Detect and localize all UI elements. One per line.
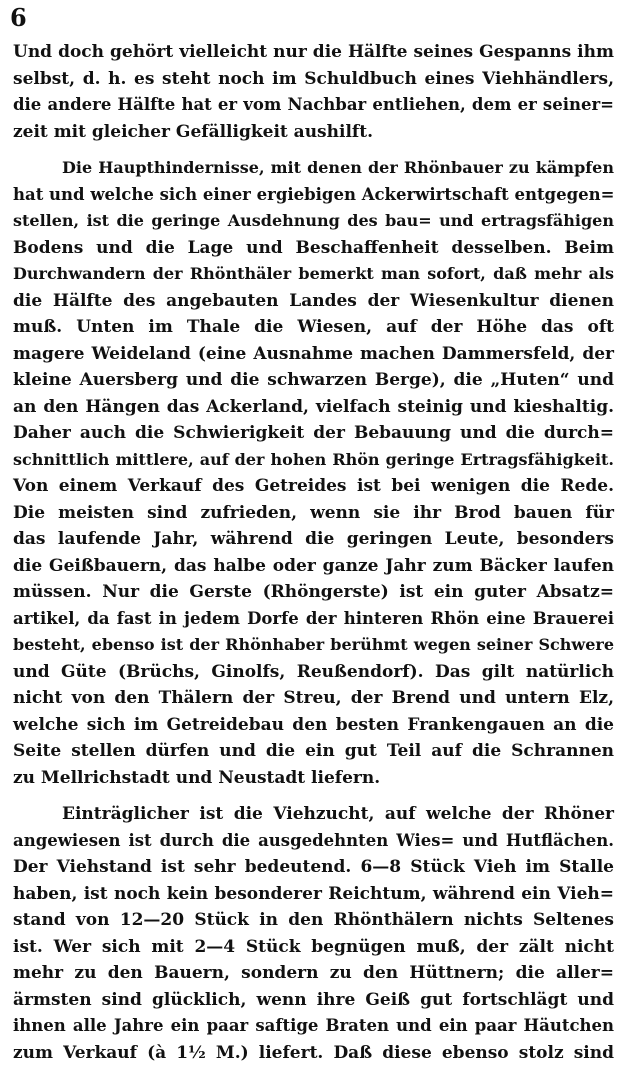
text-line: Von einem Verkauf des Getreides ist bei wenigen die Rede. <box>13 476 614 496</box>
text-line: magere Weideland (eine Ausnahme machen Dammersfeld, der <box>13 344 614 364</box>
text-line: müssen. Nur die Gerste (Rhöngerste) ist ein guter Absatz= <box>13 582 614 602</box>
text-line: muß. Unten im Thale die Wiesen, auf der Höhe das oft <box>13 317 614 337</box>
text-line: Und doch gehört vielleicht nur die Hälfte seines Gespanns ihm <box>13 42 614 62</box>
text-line: an den Hängen das Ackerland, vielfach steinig und kieshaltig. <box>13 397 614 417</box>
text-line: hat und welche sich einer ergiebigen Ackerwirtschaft entgegen= <box>13 185 615 204</box>
page-number: 6 <box>10 3 27 32</box>
text-line: zu Mellrichstadt und Neustadt liefern. <box>13 768 381 788</box>
text-line: schnittlich mittlere, auf der hohen Rhön geringe Ertragsfähigkeit. <box>13 450 614 469</box>
text-line: stand von 12—20 Stück in den Rhönthälern nichts Seltenes <box>13 910 614 930</box>
text-line: ist. Wer sich mit 2—4 Stück begnügen muß, der zält nicht <box>13 937 614 957</box>
text-line: das laufende Jahr, während die geringen Leute, besonders <box>13 529 614 549</box>
text-line: Bodens und die Lage und Beschaffenheit desselben. Beim <box>13 238 614 258</box>
text-line: artikel, da fast in jedem Dorfe der hinteren Rhön eine Brauerei <box>13 609 614 628</box>
text-line: ärmsten sind glücklich, wenn ihre Geiß gut fortschlägt und <box>13 990 614 1010</box>
text-line: die Geißbauern, das halbe oder ganze Jahr zum Bäcker laufen <box>13 556 614 576</box>
text-line: haben, ist noch kein besonderer Reichtum, während ein Vieh= <box>13 884 614 904</box>
text-line: Daher auch die Schwierigkeit der Bebauung und die durch= <box>13 423 614 443</box>
text-line: Der Viehstand ist sehr bedeutend. 6—8 Stück Vieh im Stalle <box>13 857 614 877</box>
text-line: welche sich im Getreidebau den besten Frankengauen an die <box>13 715 614 735</box>
text-line: zum Verkauf (à 1½ M.) liefert. Daß diese ebenso stolz sind <box>13 1043 614 1063</box>
text-line: Einträglicher ist die Viehzucht, auf welche der Rhöner <box>62 804 614 824</box>
text-line: kleine Auersberg und die schwarzen Berge), die „Huten“ und <box>13 370 614 390</box>
text-line: Die Haupthindernisse, mit denen der Rhönbauer zu kämpfen <box>62 158 614 177</box>
text-line: die andere Hälfte hat er vom Nachbar entliehen, dem er seiner= <box>13 95 614 114</box>
text-line: selbst, d. h. es steht noch im Schuldbuch eines Viehhändlers, <box>13 69 614 89</box>
text-line: nicht von den Thälern der Streu, der Brend und untern Elz, <box>13 688 614 708</box>
text-line: die Hälfte des angebauten Landes der Wiesenkultur dienen <box>13 291 614 311</box>
text-line: zeit mit gleicher Gefälligkeit aushilft. <box>13 122 373 142</box>
text-line: besteht, ebenso ist der Rhönhaber berühmt wegen seiner Schwere <box>13 635 614 654</box>
text-line: ihnen alle Jahre ein paar saftige Braten und ein paar Häutchen <box>13 1016 614 1035</box>
text-line: Durchwandern der Rhönthäler bemerkt man sofort, daß mehr als <box>13 264 614 283</box>
text-line: mehr zu den Bauern, sondern zu den Hüttnern; die aller= <box>13 963 614 983</box>
text-line: Seite stellen dürfen und die ein gut Teil auf die Schrannen <box>13 741 614 761</box>
text-line: stellen, ist die geringe Ausdehnung des bau= und ertragsfähigen <box>13 211 614 230</box>
text-line: angewiesen ist durch die ausgedehnten Wies= und Hutflächen. <box>13 831 614 850</box>
text-line: und Güte (Brüchs, Ginolfs, Reußendorf). Das gilt natürlich <box>13 662 614 682</box>
text-line: Die meisten sind zufrieden, wenn sie ihr Brod bauen für <box>13 503 614 523</box>
